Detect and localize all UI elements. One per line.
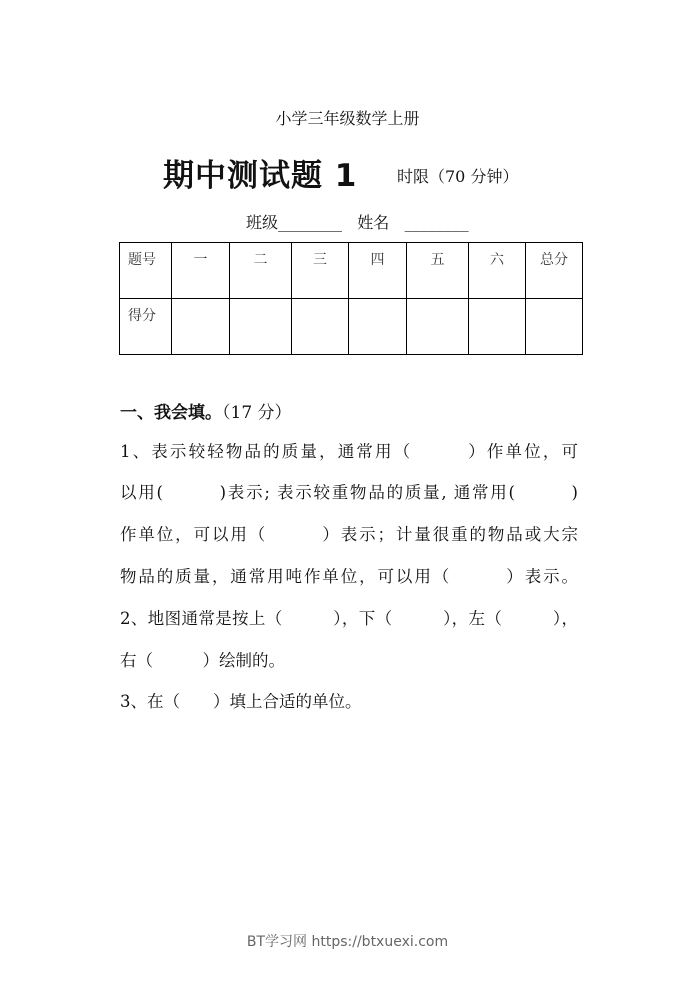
name-field: ________ [404,213,469,232]
class-field: 班级________ [246,213,343,232]
student-info [246,210,469,233]
question-line: 1、表示较轻物品的质量，通常用（ ）作单位，可 [120,442,578,461]
table-header: 五 [407,243,469,299]
score-cell[interactable] [526,299,583,355]
question-line: 物品的质量，通常用吨作单位，可以用（ ）表示。 [120,567,578,586]
time-limit: 时限（70 分钟） [397,167,519,186]
score-cell[interactable] [230,299,292,355]
row-label: 得分 [120,299,172,355]
score-cell[interactable] [292,299,349,355]
score-cell[interactable] [349,299,407,355]
section-heading [120,398,292,423]
table-header: 总分 [526,243,583,299]
question-line: 以用( )表示; 表示较重物品的质量, 通常用( ) [120,483,578,502]
table-header: 题号 [120,243,172,299]
question-line: 2、地图通常是按上（ ），下（ ），左（ ）， [120,609,578,628]
footer-watermark: BT学习网 https://btxuexi.com [246,934,449,950]
question-line: 作单位，可以用（ ）表示；计量很重的物品或大宗 [120,525,578,544]
table-header: 一 [172,243,230,299]
table-header: 六 [469,243,526,299]
question-line: 右（ ）绘制的。 [120,651,285,670]
question-line: 3、在（ ）填上合适的单位。 [120,692,362,711]
score-cell[interactable] [469,299,526,355]
table-row [120,243,583,299]
score-cell[interactable] [172,299,230,355]
score-cell[interactable] [407,299,469,355]
table-header: 三 [292,243,349,299]
subtitle: 小学三年级数学上册 [275,109,420,128]
table-header: 二 [230,243,292,299]
section-title: 一、我会填。 [120,403,222,423]
score-table [119,242,583,355]
section-points: （17 分） [222,403,292,423]
page-title: 期中测试题 1 [163,158,358,194]
name-label: 姓名 [357,213,390,232]
table-header: 四 [349,243,407,299]
table-row [120,299,583,355]
